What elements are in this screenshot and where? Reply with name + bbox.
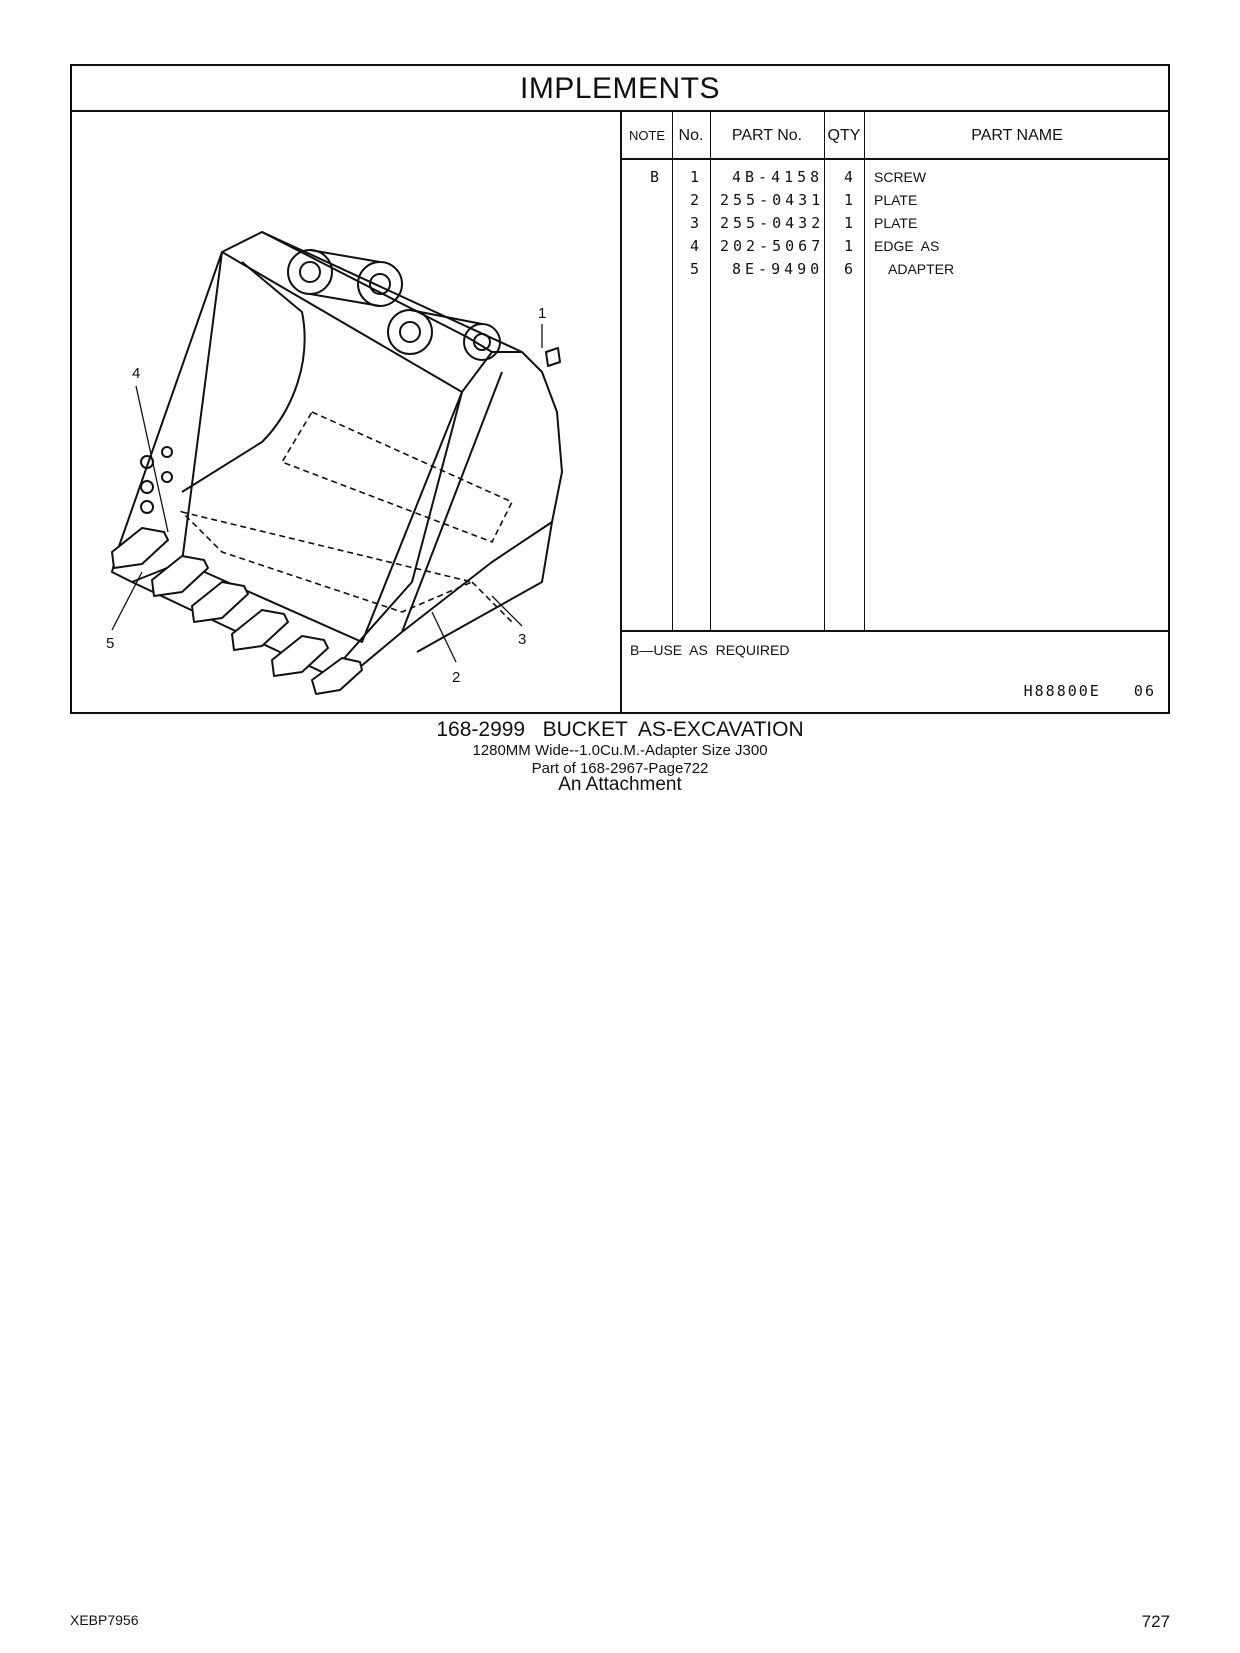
row-part-name: SCREW	[874, 169, 927, 185]
row-no: 3	[690, 214, 700, 232]
row-part-no: 255-0432	[720, 214, 825, 232]
table-row	[622, 235, 1170, 258]
table-footnote: B—USE AS REQUIRED	[630, 642, 790, 658]
row-qty: 1	[844, 191, 854, 209]
document-id: XEBP7956	[70, 1612, 139, 1628]
callout-1: 1	[538, 305, 547, 322]
table-row	[622, 189, 1170, 212]
row-qty: 1	[844, 237, 854, 255]
caption-line2: 1280MM Wide--1.0Cu.M.-Adapter Size J300	[472, 742, 768, 759]
header-note: NOTE	[628, 128, 666, 143]
row-part-name: ADAPTER	[888, 261, 955, 277]
bucket-rear-edge	[112, 252, 222, 582]
table-row	[622, 258, 1170, 281]
header-part-name: PART NAME	[971, 127, 1063, 144]
tooth-1	[112, 528, 168, 568]
screw	[546, 348, 560, 366]
row-part-name: EDGE AS	[874, 238, 940, 254]
tooth-2	[152, 556, 208, 596]
boss-right	[388, 310, 432, 354]
bucket-inner-curve	[182, 262, 305, 492]
row-qty: 4	[844, 168, 854, 186]
table-row	[622, 212, 1170, 235]
row-no: 1	[690, 168, 700, 186]
row-no: 5	[690, 260, 700, 278]
parts-table	[622, 112, 1170, 714]
bucket-rear-plate	[262, 232, 492, 352]
callout-4: 4	[132, 365, 141, 382]
header-qty: QTY	[827, 127, 861, 144]
row-note: B	[650, 168, 660, 186]
table-body	[622, 160, 1170, 632]
row-part-no: 8E-9490	[732, 260, 824, 278]
caption-title: 168-2999 BUCKET AS-EXCAVATION	[436, 718, 804, 741]
callout-3: 3	[518, 631, 527, 648]
page-number: 727	[1141, 1612, 1170, 1631]
row-qty: 6	[844, 260, 854, 278]
row-no: 2	[690, 191, 700, 209]
row-no: 4	[690, 237, 700, 255]
page-title: IMPLEMENTS	[72, 66, 1168, 112]
bucket-drawing	[72, 112, 620, 712]
caption-line3: Part of 168-2967-Page722	[531, 760, 709, 777]
drawing-code: H88800E 06	[1023, 682, 1156, 700]
header-part-no: PART No.	[731, 127, 803, 144]
row-part-no: 4B-4158	[732, 168, 824, 186]
boss-far	[464, 324, 500, 360]
tooth-6	[312, 658, 362, 694]
callout-5: 5	[106, 635, 115, 652]
table-row	[622, 166, 1170, 189]
callout-2: 2	[452, 669, 461, 686]
row-part-name: PLATE	[874, 192, 918, 208]
bucket-illustration	[72, 112, 622, 714]
caption-line4: An Attachment	[558, 774, 682, 795]
row-part-no: 255-0431	[720, 191, 825, 209]
inner-plate-3	[282, 412, 512, 542]
tooth-3	[192, 582, 248, 622]
tooth-4	[232, 610, 288, 650]
parts-frame	[70, 64, 1170, 714]
header-no: No.	[678, 127, 704, 144]
row-part-no: 202-5067	[720, 237, 825, 255]
row-qty: 1	[844, 214, 854, 232]
table-header	[622, 112, 1170, 160]
row-part-name: PLATE	[874, 215, 918, 231]
